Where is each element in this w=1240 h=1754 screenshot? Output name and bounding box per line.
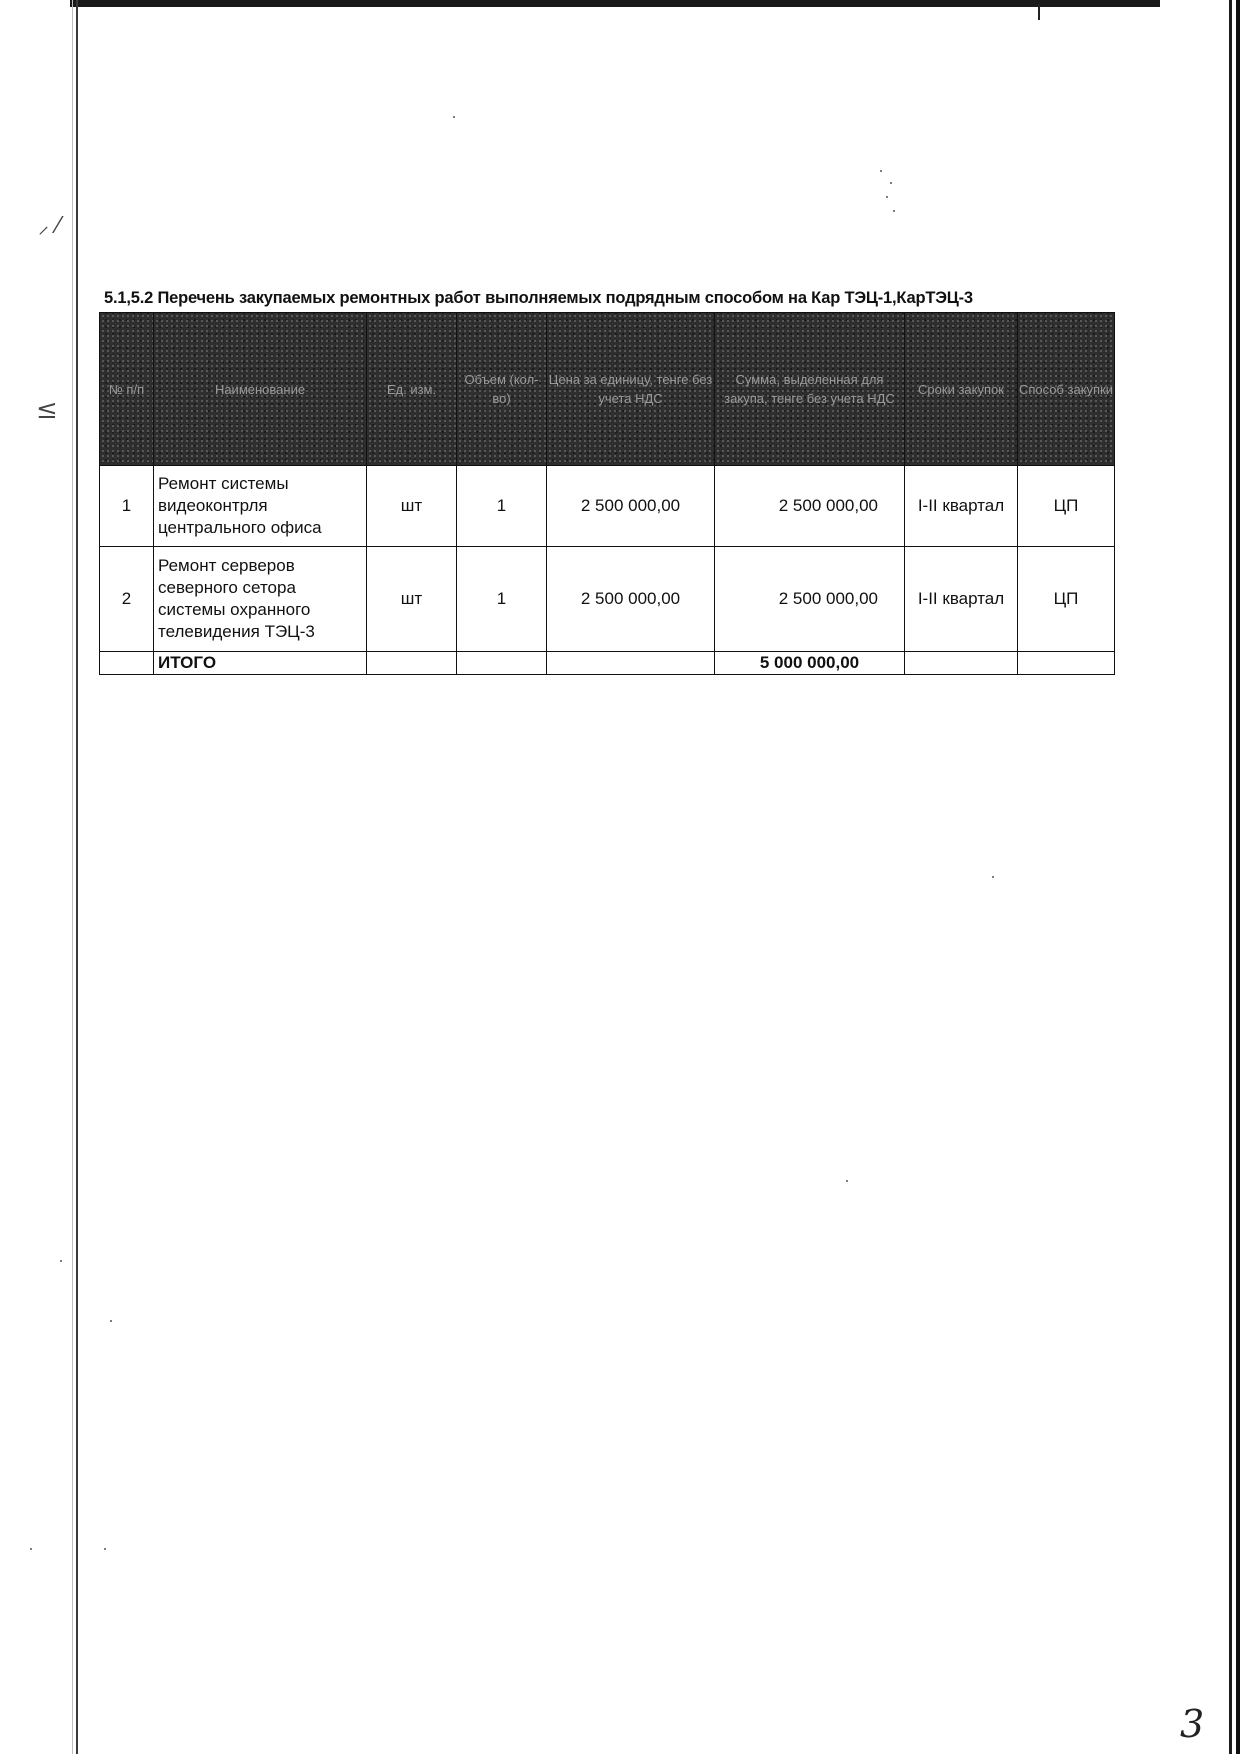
cell-term: I-II квартал [905,466,1018,547]
cell-empty [1018,652,1115,675]
scan-top-border [70,0,1160,7]
cell-num: 2 [100,547,154,652]
cell-empty [367,652,457,675]
scan-speck [880,170,882,172]
table-header-row [100,313,1115,466]
cell-name: Ремонт системы видеоконтрля центрального офиса [154,466,367,547]
document-title: 5.1,5.2 Перечень закупаемых ремонтных работ выполняемых подрядным способом на Кар ТЭЦ-1,КарТЭЦ-3 [104,289,973,307]
total-sum: 5 000 000,00 [715,652,905,675]
procurement-table [99,312,1115,675]
cell-empty [457,652,547,675]
header-method: Способ закупки [1018,313,1115,466]
table-total-row [100,652,1115,675]
scan-speck [992,876,994,878]
table-row [100,466,1115,547]
page-number: 3 [1180,1702,1205,1746]
header-sum: Сумма, выделенная для закупа, тенге без учета НДС [715,313,905,466]
scan-speck [60,1260,62,1262]
scan-speck [453,116,455,118]
cell-sum: 2 500 000,00 [715,547,905,652]
table-row [100,547,1115,652]
cell-num: 1 [100,466,154,547]
cell-empty [547,652,715,675]
scan-smudge: ≤ [36,395,58,425]
header-num: № п/п [100,313,154,466]
header-qty: Объем (кол-во) [457,313,547,466]
cell-unit: шт [367,466,457,547]
cell-method: ЦП [1018,547,1115,652]
cell-unit: шт [367,547,457,652]
scan-speck [30,1548,32,1550]
scan-speck [890,182,892,184]
scan-left-edge-shadow [72,0,73,1754]
cell-empty [905,652,1018,675]
scan-speck [886,196,888,198]
cell-sum: 2 500 000,00 [715,466,905,547]
cell-method: ЦП [1018,466,1115,547]
cell-price: 2 500 000,00 [547,547,715,652]
header-name: Наименование [154,313,367,466]
scan-mark [1038,4,1040,20]
header-unit: Ед. изм. [367,313,457,466]
cell-qty: 1 [457,466,547,547]
scan-speck [110,1320,112,1322]
scan-left-edge [76,0,78,1754]
cell-name: Ремонт серверов северного сетора системы охранного телевидения ТЭЦ-3 [154,547,367,652]
total-label: ИТОГО [154,652,367,675]
scan-smudge: ⸝ ⁄ [38,214,60,239]
cell-empty [100,652,154,675]
scan-speck [846,1180,848,1182]
scan-speck [104,1548,106,1550]
cell-price: 2 500 000,00 [547,466,715,547]
scan-right-edge [1229,0,1232,1754]
header-price: Цена за единицу, тенге без учета НДС [547,313,715,466]
scan-right-edge-outer [1236,0,1240,1754]
header-term: Сроки закупок [905,313,1018,466]
scan-speck [893,210,895,212]
cell-term: I-II квартал [905,547,1018,652]
cell-qty: 1 [457,547,547,652]
